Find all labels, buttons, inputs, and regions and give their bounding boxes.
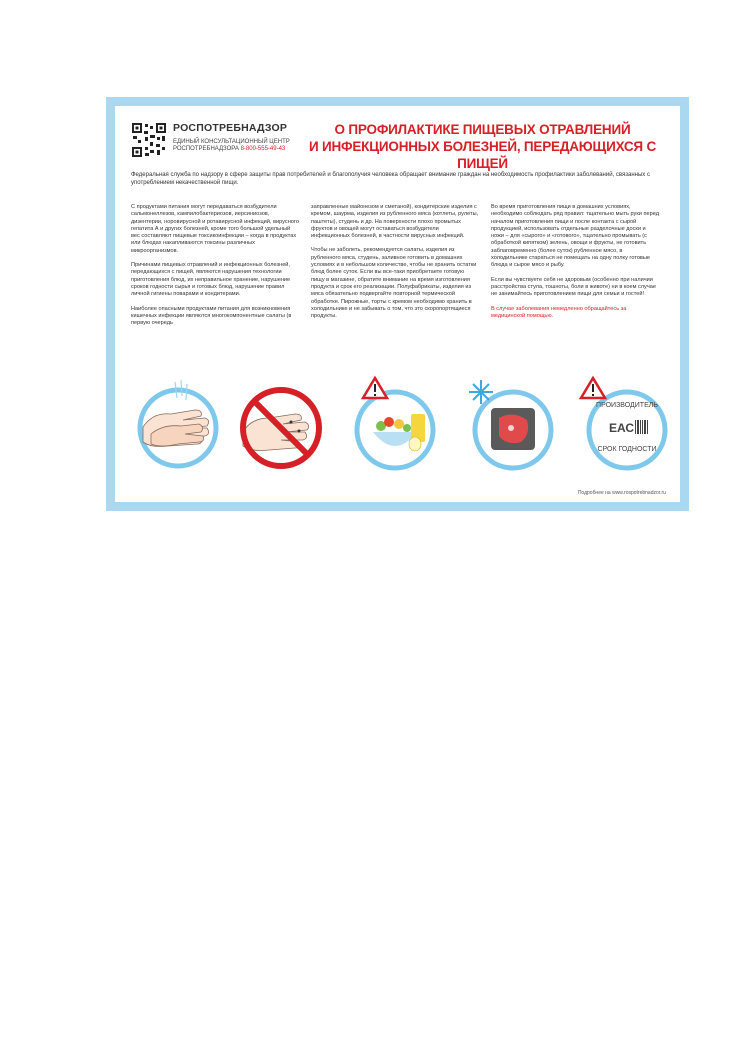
brand-name: РОСПОТРЕБНАДЗОР: [173, 122, 288, 134]
col1-paragraph-2: Причинами пищевых отравлений и инфекционных болезней, передающихся с пищей, являются нарушения технологии приготовления блюд, их неправильное хранение, нарушение сроков годности сырья и готовых блюд, нарушение правил личной гигиены поварами и кондитерами.: [131, 262, 291, 298]
hand-washing-icon: [140, 380, 216, 466]
illustration-strip: [123, 372, 671, 472]
text-column-1: [131, 204, 299, 334]
text-column-2: [311, 204, 479, 327]
poster-frame: [106, 97, 689, 511]
salad-warning-icon: [357, 378, 433, 468]
col3-paragraph-2: Если вы чувствуете себя не здоровым (особенно при наличии расстройства стула, тошноты, боли в животе) ни в коем случае не занимайтесь приготовлением пищи для семьи и гостей!: [491, 276, 656, 298]
title-line2: И ИНФЕКЦИОННЫХ БОЛЕЗНЕЙ, ПЕРЕДАЮЩИХСЯ С ПИЩЕЙ: [308, 139, 657, 171]
col1-paragraph-1: С продуктами питания могут передаваться возбудители сальмонеллезов, кампилобактериозов, иерсиниозов, дизентерии, норовирусной и ротавирусной инфекций, вирусного гепатита А и других болезней, кроме того большой удельный вес составляют пищевые токсикоинфекции – когда в продуктах или блюдах накапливаются токсины различных микроорганизмов.: [131, 204, 299, 254]
brand-subtitle: [173, 139, 290, 153]
brand-sub-line2-text: РОСПОТРЕБНАДЗОРА: [173, 146, 239, 152]
col2-paragraph-2: Чтобы не заболеть, рекомендуется салаты, изделия из рубленного мяса, студень, заливное готовить в домашних условиях и в небольшом количестве, чтобы не хранить остатки блюд более суток. Если вы все-таки приобретаете готовую пищу в магазине, обратите внимание на время изготовления продукта и срок его реализации. Полуфабрикаты, изделия из мяса обязательно подвергайте повторной термической обработке. Пирожные, торты с кремом необходимо хранить в холодильнике и не забывать о том, что это скоропортящиеся продукты.: [311, 247, 477, 320]
footer-link[interactable]: Подробнее на www.rospotrebnadzor.ru: [577, 490, 666, 496]
qr-code-icon: [131, 122, 167, 158]
label-maker: ПРОИЗВОДИТЕЛЬ: [596, 402, 658, 409]
col3-paragraph-1: Во время приготовления пищи в домашних условиях, необходимо соблюдать ряд правил: тщательно мыть руки перед началом приготовления пищи и после контакта с сырой продукцией, использовать отдельные разделочные доски и ножи – для «сырого» и «готового», тщательно промывать (с обработкой кипятком) зелень, овощи и фрукты, не готовить заблаговременно (более суток) рубленное мясо, в холодильнике стараться не помещать на одну полку готовые блюда и сырое мясо и рыбу.: [491, 204, 659, 269]
brand-sub-line2: [173, 146, 290, 153]
no-dirty-hands-icon: [243, 390, 319, 466]
label-expiry: СРОК ГОДНОСТИ: [597, 446, 657, 453]
col1-paragraph-3: Наиболее опасными продуктами питания для возникновения кишечных инфекции являются многокомпонентные салаты (в первую очередь: [131, 305, 292, 327]
hotline-phone: 8-800-555-49-43: [240, 146, 286, 152]
text-column-3: [491, 204, 659, 327]
brand-logo: [131, 122, 290, 162]
brand-sub-line1: ЕДИНЫЙ КОНСУЛЬТАЦИОННЫЙ ЦЕНТР: [173, 139, 290, 145]
label-eac: ЕАС: [609, 421, 635, 435]
intro-paragraph: Федеральная служба по надзору в сфере защиты прав потребителей и благополучия человека обращает внимание граждан на необходимость профилактики заболеваний, связанных с употреблением некачественной пищи.: [131, 172, 650, 186]
col3-warning: В случае заболевания немедленно обращайтесь за медицинской помощью.: [491, 305, 627, 319]
title-line1: О ПРОФИЛАКТИКЕ ПИЩЕВЫХ ОТРАВЛЕНИЙ: [334, 122, 631, 137]
product-label-icon: [581, 378, 665, 468]
poster-body: [115, 106, 680, 502]
frozen-meat-icon: [469, 380, 551, 468]
col2-paragraph-1: заправленные майонезом и сметаной), кондитерские изделия с кремом, шаурма, изделия из рубленного мяса (котлеты, рулеты, паштеты), студень и др. На поверхности плохо промытых фруктов и овощей могут оставаться возбудители инфекционных болезней, в частности вирусных инфекций.: [311, 204, 479, 240]
poster-title: [285, 121, 680, 172]
